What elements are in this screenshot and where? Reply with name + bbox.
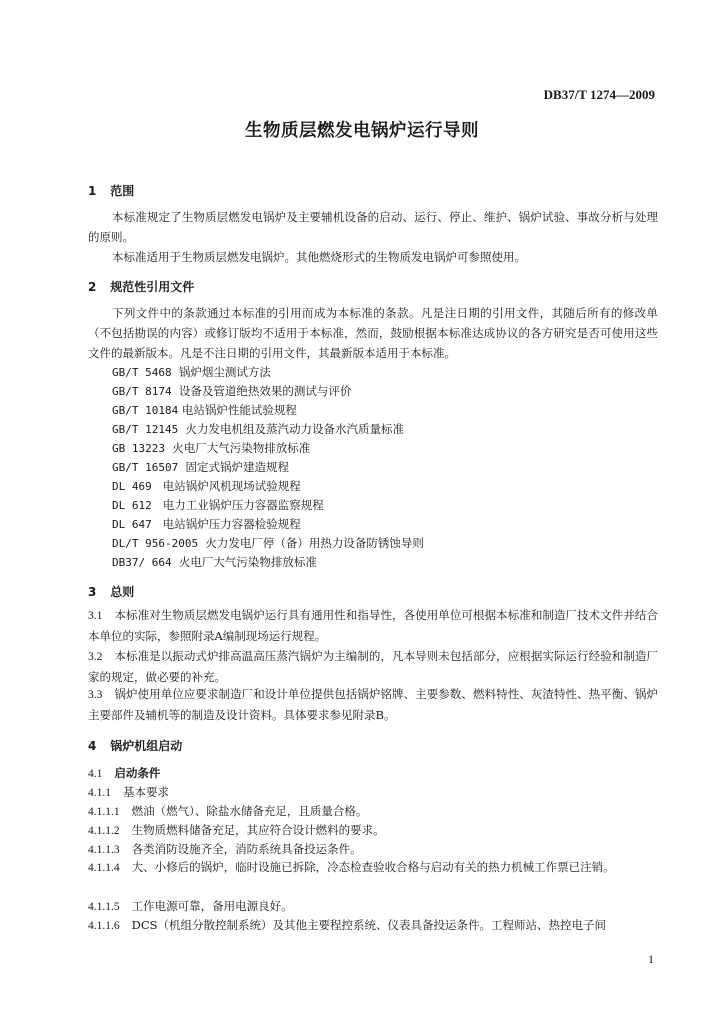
section-heading-boiler-startup	[88, 737, 182, 754]
reference-code: DL 469	[112, 480, 152, 493]
clause-title: 基本要求	[123, 785, 169, 799]
reference-code: GB/T 12145	[112, 423, 179, 436]
scope-paragraph-1: 本标准规定了生物质层燃发电锅炉及主要辅机设备的启动、运行、停止、维护、锅炉试验、事故分析与处理的原则。	[88, 210, 658, 244]
section-heading-scope	[88, 182, 134, 199]
clause-text: DCS（机组分散控制系统）及其他主要程控系统、仪表具备投运条件。工程师站、热控电子间	[131, 918, 607, 932]
reference-title: 电力工业锅炉压力容器监察规程	[162, 498, 324, 512]
reference-code: GB 13223	[112, 442, 165, 455]
section-number: 4	[88, 739, 97, 753]
document-title: 生物质层燃发电锅炉运行导则	[245, 121, 479, 141]
clause-number: 4.1.1.2	[88, 825, 120, 837]
reference-item	[112, 421, 404, 437]
reference-title: 电站锅炉风机现场试验规程	[162, 479, 301, 493]
reference-item	[112, 535, 424, 551]
clause-4-1-1-3	[88, 841, 658, 857]
section-number: 2	[88, 280, 97, 294]
reference-item	[112, 383, 351, 399]
reference-item	[112, 497, 324, 513]
section-title: 总则	[110, 585, 135, 599]
reference-code: GB/T 8174	[112, 385, 172, 398]
reference-item	[112, 478, 301, 494]
section-title: 范围	[110, 184, 135, 198]
reference-code: GB/T 10184	[112, 404, 179, 417]
reference-item	[112, 364, 271, 380]
clause-number: 4.1.1.3	[88, 844, 120, 856]
clause-text: 生物质燃料储备充足，其应符合设计燃料的要求。	[131, 823, 385, 837]
reference-code: DB37/ 664	[112, 556, 172, 569]
section-heading-general	[88, 583, 134, 600]
reference-item	[112, 459, 289, 475]
reference-item	[112, 440, 310, 456]
section-title: 规范性引用文件	[110, 280, 195, 294]
clause-3-3	[88, 684, 658, 725]
clause-4-1-1	[88, 784, 658, 800]
reference-title: 火力发电厂停（备）用热力设备防锈蚀导则	[205, 536, 424, 550]
clause-3-2	[88, 646, 658, 687]
clause-text: 大、小修后的锅炉，临时设施已拆除，冷态检查验收合格与启动有关的热力机械工作票已注销。	[131, 860, 615, 874]
reference-title: 火电厂大气污染物排放标准	[172, 441, 311, 455]
clause-text: 本标准是以振动式炉排高温高压蒸汽锅炉为主编制的，凡本导则未包括部分，应根据实际运行经验和制造厂家的规定，做必要的补充。	[88, 649, 658, 684]
clause-number: 3.3	[88, 689, 103, 701]
reference-title: 电站锅炉压力容器检验规程	[162, 517, 301, 531]
page-number: 1	[648, 952, 654, 966]
reference-code: DL 647	[112, 518, 152, 531]
clause-4-1-1-6	[88, 917, 658, 933]
clause-3-1	[88, 605, 658, 646]
clause-number: 3.1	[88, 610, 103, 622]
reference-code: GB/T 16507	[112, 461, 179, 474]
reference-item	[112, 554, 317, 570]
clause-number: 4.1	[88, 768, 103, 780]
section-heading-normative-references	[88, 278, 194, 295]
section-title: 锅炉机组启动	[110, 739, 183, 753]
clause-number: 4.1.1.6	[88, 920, 120, 932]
clause-number: 4.1.1.1	[88, 806, 120, 818]
references-paragraph: 下列文件中的条款通过本标准的引用而成为本标准的条款。凡是注日期的引用文件，其随后所有的修改单（不包括勘误的内容）或修订版均不适用于本标准，然而，鼓励根据本标准达成协议的各方研究是否可使用这些文件的最新版本。凡是不注日期的引用文件，其最新版本适用于本标准。	[88, 306, 658, 360]
clause-text: 本标准对生物质层燃发电锅炉运行具有通用性和指导性，各使用单位可根据本标准和制造厂技术文件并结合本单位的实际，参照附录A编制现场运行规程。	[88, 608, 658, 643]
section-number: 1	[88, 184, 97, 198]
reference-code: GB/T 5468	[112, 366, 172, 379]
reference-item	[112, 516, 301, 532]
clause-number: 3.2	[88, 651, 103, 663]
clause-text: 各类消防设施齐全，消防系统具备投运条件。	[131, 842, 362, 856]
clause-4-1	[88, 765, 658, 781]
reference-code: DL/T 956-2005	[112, 537, 199, 550]
clause-number: 4.1.1.4	[88, 862, 120, 874]
reference-title: 固定式锅炉建造规程	[185, 460, 290, 474]
clause-title: 启动条件	[114, 766, 161, 780]
reference-title: 锅炉烟尘测试方法	[178, 365, 271, 379]
clause-number: 4.1.1	[88, 787, 111, 799]
clause-number: 4.1.1.5	[88, 901, 120, 913]
scope-paragraph-2: 本标准适用于生物质层燃发电锅炉。其他燃烧形式的生物质发电锅炉可参照使用。	[112, 250, 526, 264]
clause-4-1-1-4	[88, 857, 658, 878]
reference-item	[112, 402, 297, 418]
clause-4-1-1-5	[88, 898, 658, 914]
clause-4-1-1-1	[88, 803, 658, 819]
reference-code: DL 612	[112, 499, 152, 512]
reference-title: 火力发电机组及蒸汽动力设备水汽质量标准	[185, 422, 405, 436]
reference-title: 火电厂大气污染物排放标准	[178, 555, 317, 569]
section-number: 3	[88, 585, 97, 599]
clause-text: 工作电源可靠，备用电源良好。	[131, 899, 293, 913]
clause-4-1-1-2	[88, 822, 658, 838]
clause-text: 锅炉使用单位应要求制造厂和设计单位提供包括锅炉铭牌、主要参数、燃料特性、灰渣特性、热平衡、锅炉主要部件及辅机等的制造及设计资料。具体要求参见附录B。	[88, 687, 658, 722]
reference-title: 电站锅炉性能试验规程	[181, 403, 297, 417]
reference-title: 设备及管道绝热效果的测试与评价	[178, 384, 352, 398]
standard-number: DB37/T 1274—2009	[543, 87, 655, 102]
clause-text: 燃油（燃气）、除盐水储备充足，且质量合格。	[131, 804, 368, 818]
